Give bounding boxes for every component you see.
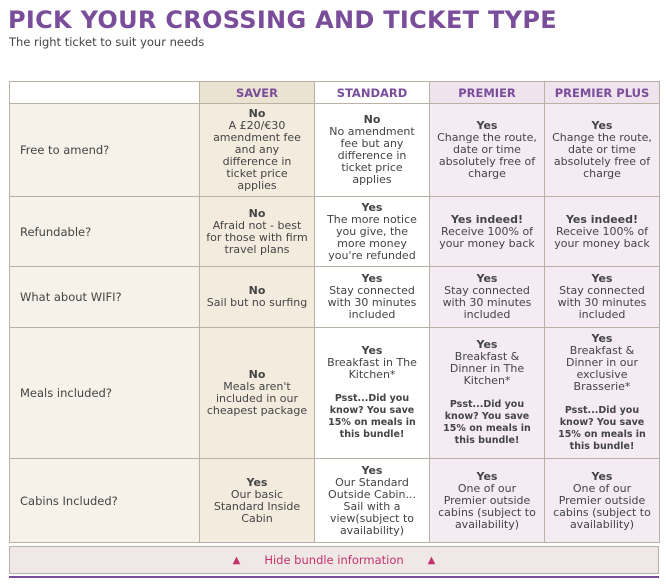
- cell-standard-amend: [315, 104, 430, 197]
- cell-saver-cabins: [200, 459, 315, 543]
- cell-detail: A £20/€30 amendment fee and any difference in ticket price applies: [213, 119, 301, 192]
- cell-premier-cabins: [430, 459, 545, 543]
- cell-detail: Stay connected with 30 minutes included: [557, 284, 647, 321]
- cell-answer: Yes: [476, 338, 498, 351]
- row-label-cabins: Cabins Included?: [10, 459, 200, 543]
- cell-standard-refund: [315, 197, 430, 267]
- table-header-row: [10, 82, 660, 104]
- cell-answer: Yes: [476, 272, 498, 285]
- cell-detail: Stay connected with 30 minutes included: [327, 284, 417, 321]
- row-label-free-to-amend: Free to amend?: [10, 104, 200, 197]
- cell-standard-meals: [315, 328, 430, 459]
- cell-detail: One of our Premier outside cabins (subject to availability): [438, 481, 536, 531]
- cell-answer: Yes: [591, 332, 613, 345]
- cell-answer: Yes: [361, 463, 383, 477]
- cell-saver-wifi: [200, 267, 315, 328]
- cell-detail: The more notice you give, the more money you're refunded: [327, 212, 417, 262]
- cell-premier-plus-meals: [545, 328, 660, 459]
- header-empty-cell: [10, 82, 200, 104]
- cell-answer: Yes indeed!: [565, 212, 639, 226]
- cell-saver-amend: [200, 104, 315, 197]
- triangle-up-icon: ▲: [427, 554, 436, 566]
- cell-premier-plus-refund: [545, 197, 660, 267]
- table-row: [10, 197, 660, 267]
- column-header-premier: PREMIER: [430, 82, 545, 104]
- column-header-saver: SAVER: [200, 82, 315, 104]
- cell-detail: Receive 100% of your money back: [439, 224, 535, 250]
- cell-premier-refund: [430, 197, 545, 267]
- hide-bundle-bar[interactable]: [9, 546, 659, 574]
- triangle-up-icon: ▲: [232, 554, 241, 566]
- cell-detail: One of our Premier outside cabins (subject to availability): [553, 481, 651, 531]
- cell-answer: Yes indeed!: [450, 212, 524, 226]
- column-header-standard: STANDARD: [315, 82, 430, 104]
- row-label-refundable: Refundable?: [10, 197, 200, 267]
- hide-bundle-link[interactable]: Hide bundle information: [264, 553, 404, 567]
- cell-premier-amend: [430, 104, 545, 197]
- cell-answer: No: [248, 107, 266, 120]
- page-title: PICK YOUR CROSSING AND TICKET TYPE: [8, 6, 557, 34]
- cell-detail: Change the route, date or time absolutely free of charge: [437, 131, 537, 180]
- row-label-meals: Meals included?: [10, 328, 200, 459]
- table-row: [10, 267, 660, 328]
- cell-detail: Receive 100% of your money back: [554, 224, 650, 250]
- psst-note: Psst...Did you know? You save 15% on meals in this bundle!: [558, 405, 646, 452]
- row-label-wifi: What about WIFI?: [10, 267, 200, 328]
- cell-detail: Breakfast & Dinner in The Kitchen*: [449, 350, 525, 387]
- cell-answer: Yes: [476, 119, 498, 132]
- cell-detail: Afraid not - best for those with firm travel plans: [206, 218, 308, 256]
- psst-note: Psst...Did you know? You save 15% on meals in this bundle!: [443, 399, 531, 446]
- cell-answer: Yes: [476, 469, 498, 483]
- cell-saver-refund: [200, 197, 315, 267]
- bottom-divider: [9, 576, 659, 578]
- cell-answer: No: [248, 284, 266, 297]
- page-subtitle: The right ticket to suit your needs: [9, 35, 205, 49]
- table-row: [10, 104, 660, 197]
- cell-answer: Yes: [361, 272, 383, 285]
- psst-note: Psst...Did you know? You save 15% on meals in this bundle!: [328, 393, 416, 440]
- cell-premier-plus-wifi: [545, 267, 660, 328]
- cell-detail: Breakfast & Dinner in our exclusive Brasserie*: [565, 344, 638, 393]
- cell-standard-wifi: [315, 267, 430, 328]
- cell-saver-meals: [200, 328, 315, 459]
- cell-detail: Our basic Standard Inside Cabin: [213, 487, 301, 525]
- cell-answer: Yes: [246, 475, 268, 489]
- cell-detail: Meals aren't included in our cheapest package: [206, 380, 308, 417]
- cell-detail: Stay connected with 30 minutes included: [442, 284, 532, 321]
- cell-detail: Change the route, date or time absolutely free of charge: [552, 131, 652, 180]
- cell-premier-plus-amend: [545, 104, 660, 197]
- table-row: [10, 328, 660, 459]
- cell-answer: No: [363, 113, 381, 126]
- cell-standard-cabins: [315, 459, 430, 543]
- cell-answer: No: [248, 368, 266, 381]
- cell-detail: Breakfast in The Kitchen*: [327, 356, 417, 381]
- cell-answer: Yes: [591, 272, 613, 285]
- table-row: [10, 459, 660, 543]
- cell-detail: Our Standard Outside Cabin... Sail with a view(subject to availability): [328, 475, 416, 537]
- cell-answer: No: [248, 206, 266, 220]
- cell-detail: Sail but no surfing: [206, 296, 308, 309]
- cell-answer: Yes: [591, 119, 613, 132]
- ticket-comparison-table: [9, 81, 660, 543]
- cell-answer: Yes: [591, 469, 613, 483]
- cell-answer: Yes: [361, 344, 383, 357]
- column-header-premier-plus: PREMIER PLUS: [545, 82, 660, 104]
- cell-answer: Yes: [361, 200, 383, 214]
- cell-premier-plus-cabins: [545, 459, 660, 543]
- cell-premier-meals: [430, 328, 545, 459]
- cell-premier-wifi: [430, 267, 545, 328]
- cell-detail: No amendment fee but any difference in ticket price applies: [329, 125, 415, 186]
